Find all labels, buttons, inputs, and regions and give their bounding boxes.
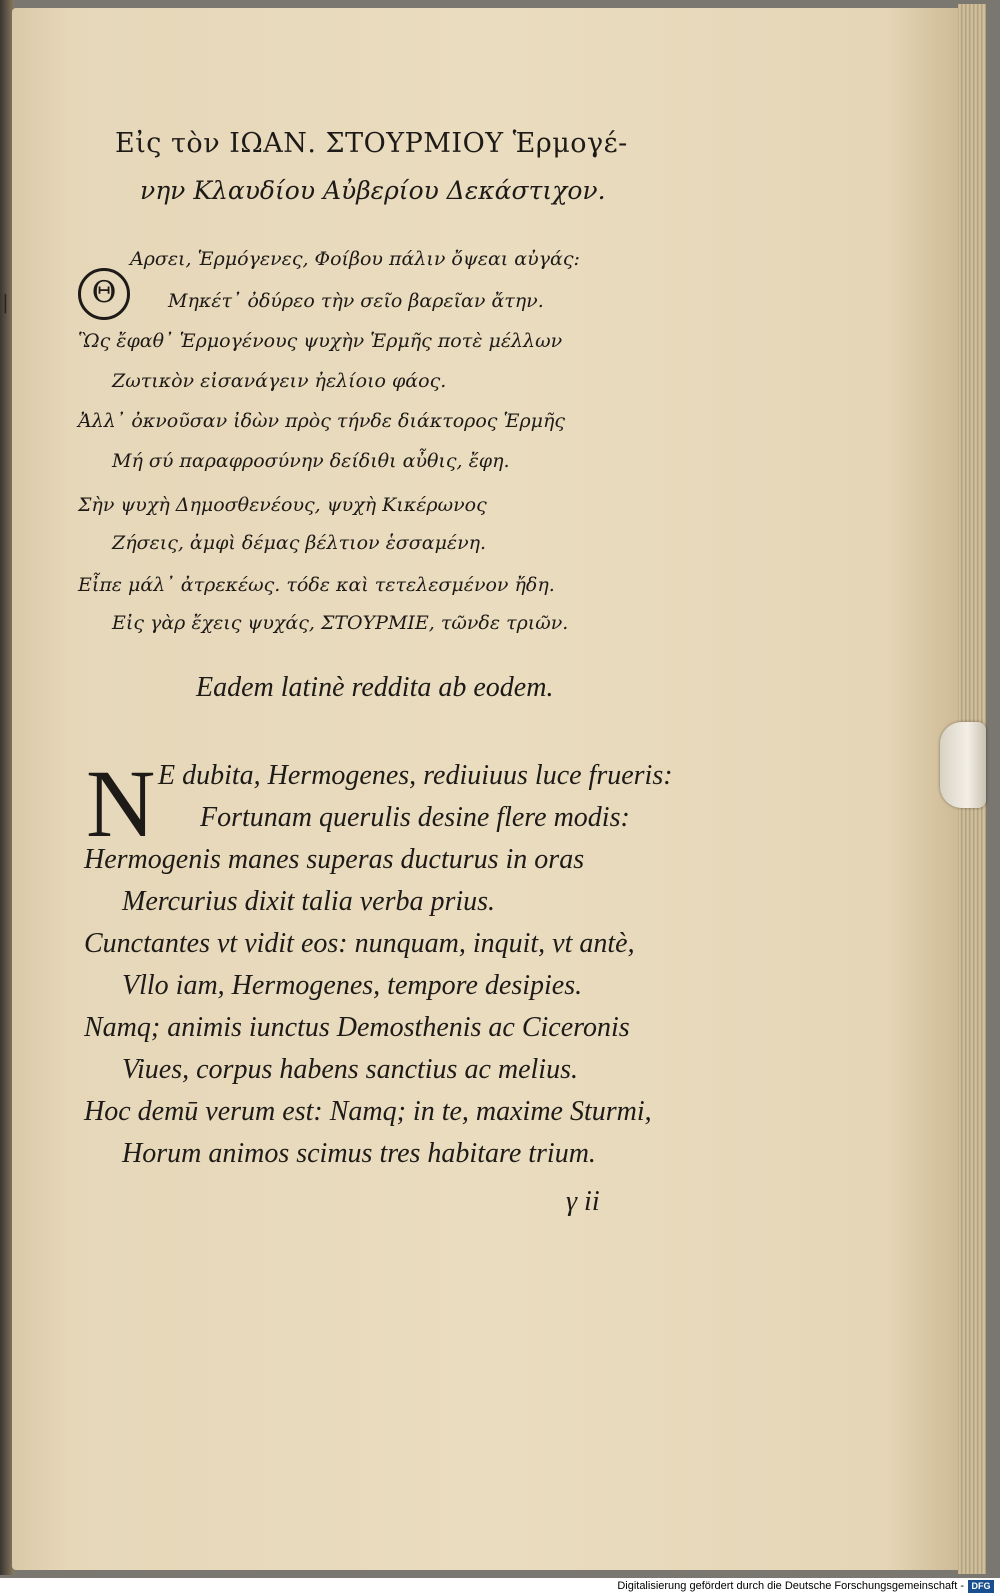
signature-mark: γ ii [566, 1186, 600, 1217]
latin-verse-line: Horum animos scimus tres habitare trium. [122, 1138, 596, 1169]
greek-heading-line-1: Εἰς τὸν ΙΩΑΝ. ΣΤΟΥΡΜΙΟΥ Ἑρμογέ- [115, 128, 628, 159]
greek-heading-line-2: νην Κλαυδίου Αὐβερίου Δεκάστιχον. [140, 176, 606, 205]
latin-verse-line: Cunctantes vt vidit eos: nunquam, inquit, vt antè, [84, 928, 635, 959]
greek-verse-line: Ζήσεις, ἀμφὶ δέμας βέλτιον ἑσσαμένη. [112, 532, 487, 554]
latin-verse-line: Fortunam querulis desine flere modis: [200, 802, 630, 833]
dfg-logo: DFG [968, 1580, 994, 1593]
latin-verse-line: Vllo iam, Hermogenes, tempore desipies. [122, 970, 583, 1001]
greek-verse-line: Ἀλλ᾽ ὀκνοῦσαν ἰδὼν πρὸς τήνδε διάκτορος Ἑρμῆς [78, 410, 565, 432]
book-clasp [940, 722, 986, 808]
latin-verse-line: Hoc demū verum est: Namq; in te, maxime Sturmi, [84, 1096, 652, 1127]
latin-verse-line: E dubita, Hermogenes, rediuiuus luce frueris: [158, 760, 673, 791]
greek-verse-line: Εἰς γὰρ ἔχεις ψυχάς, ΣΤΟΥΡΜΙΕ, τῶνδε τριῶν. [112, 612, 569, 634]
latin-section-title: Eadem latinè reddita ab eodem. [196, 672, 554, 703]
latin-verse-line: Namq; animis iunctus Demosthenis ac Ciceronis [84, 1012, 630, 1043]
greek-verse-line: Αρσει, Ἑρμόγενες, Φοίβου πάλιν ὄψεαι αὐγάς: [130, 248, 580, 270]
footer-credit-text: Digitalisierung gefördert durch die Deutsche Forschungsgemeinschaft - [617, 1580, 964, 1592]
greek-verse-line: Μηκέτ᾽ ὀδύρεο τὴν σεῖο βαρεῖαν ἄτην. [168, 290, 544, 312]
latin-verse-line: Hermogenis manes superas ducturus in oras [84, 844, 585, 875]
greek-verse-line: Ὣς ἔφαθ᾽ Ἑρμογένους ψυχὴν Ἑρμῆς ποτὲ μέλλων [78, 330, 563, 352]
greek-verse-line: Μή σύ παραφροσύνην δείδιθι αὖθις, ἔφη. [112, 450, 510, 472]
latin-initial-letter: N [86, 750, 156, 857]
latin-verse-line: Viues, corpus habens sanctius ac melius. [122, 1054, 578, 1085]
digitization-footer [0, 1578, 1000, 1596]
gutter-mark: | [2, 290, 9, 314]
greek-verse-line: Σὴν ψυχὴ Δημοσθενέους, ψυχὴ Κικέρωνος [78, 494, 487, 516]
greek-initial-letter: Θ [78, 268, 130, 320]
greek-verse-line: Εἶπε μάλ᾽ ἀτρεκέως. τόδε καὶ τετελεσμένον ἤδη. [78, 574, 555, 596]
latin-verse-line: Mercurius dixit talia verba prius. [122, 886, 496, 917]
greek-verse-line: Ζωτικὸν εἰσανάγειν ἠελίοιο φάος. [112, 370, 447, 392]
